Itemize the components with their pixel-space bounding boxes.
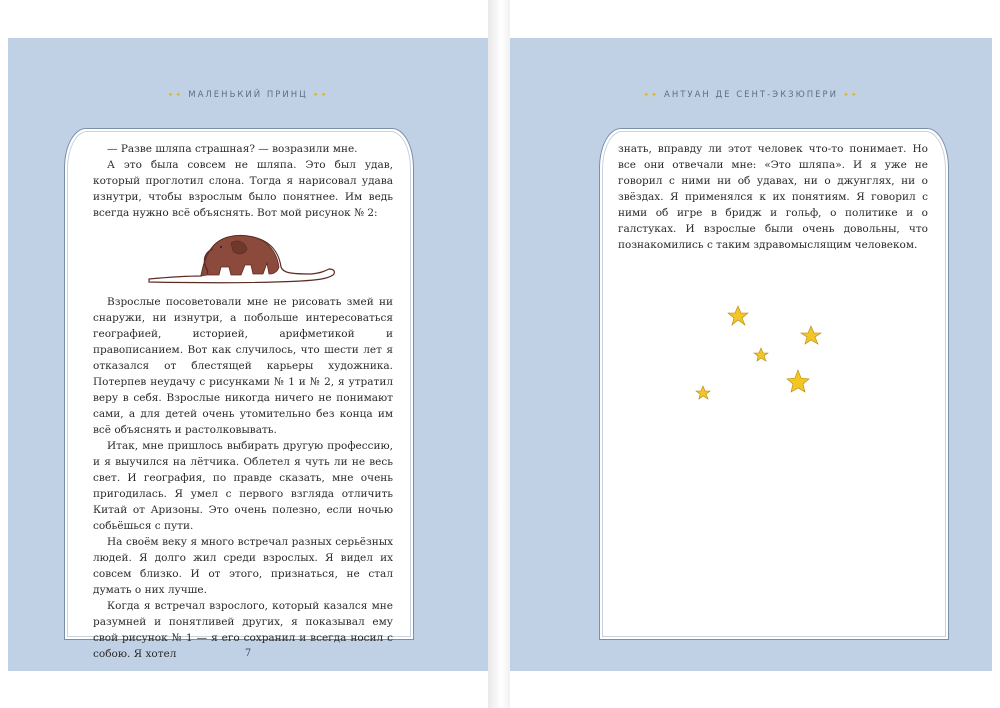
star-icon xyxy=(754,348,768,361)
running-head-right xyxy=(510,90,992,100)
text-block-right xyxy=(618,141,928,253)
ornament-stars-icon: ✦✦ xyxy=(843,91,859,99)
star-icon xyxy=(728,306,748,325)
text-panel-right xyxy=(599,128,949,640)
running-head-title: АНТУАН ДЕ СЕНТ-ЭКЗЮПЕРИ xyxy=(664,90,838,100)
running-head-title: МАЛЕНЬКИЙ ПРИНЦ xyxy=(188,90,308,100)
boa-with-elephant-drawing xyxy=(141,227,341,287)
book-gutter xyxy=(488,0,510,708)
star-icon xyxy=(801,326,821,344)
paragraph: Когда я встречал взрослого, который казался мне разумней и понятливей других, я показывал ему свой рисунок № 1 — я его сохранил и всегда носил с собою. Я хотел xyxy=(93,600,393,660)
left-page xyxy=(8,38,488,671)
ornament-stars-icon: ✦✦ xyxy=(643,91,659,99)
star-icon xyxy=(696,386,710,399)
right-page xyxy=(510,38,992,671)
paragraph: Взрослые посоветовали мне не рисовать змей ни снаружи, ни изнутри, а побольше интересоваться географией, историей, арифметикой и правописанием. Вот как случилось, что шести лет я отказался от блестящей карьеры художника. Потерпев неудачу с рисунками № 1 и № 2, я утратил веру в себя. Взрослые никогда ничего не понимают сами, а для детей очень утомительно без конца им всё объяснять и растолковывать. xyxy=(93,296,393,436)
paragraph: На своём веку я много встречал разных серьёзных людей. Я долго жил среди взрослых. Я видел их совсем близко. И от этого, признаться, не стал думать о них лучше. xyxy=(93,536,393,596)
text-block-top xyxy=(93,141,393,221)
text-panel-left xyxy=(64,128,414,660)
paragraph: Итак, мне пришлось выбирать другую профессию, и я выучился на лётчика. Облетел я чуть ли не весь свет. И география, по правде сказать, мне очень пригодилась. Я умел с первого взгляда отличить Китай от Аризоны. Это очень полезно, если ночью собьёшься с пути. xyxy=(93,440,393,532)
running-head-left xyxy=(8,90,488,100)
paragraph: А это была совсем не шляпа. Это был удав, который проглотил слона. Тогда я нарисовал удава изнутри, чтобы взрослым было понятнее. Им ведь всегда нужно всё объяснять. Вот мой рисунок № 2: xyxy=(93,159,393,219)
paragraph: знать, вправду ли этот человек что-то понимает. Но все они отвечали мне: «Это шляпа». И я уже не говорил с ними ни об удавах, ни о джунглях, ни о звёздах. Я применялся к их понятиям. Я говорил с ними об игре в бридж и гольф, о политике и о галстуках. И взрослые были очень довольны, что познакомились с таким здравомыслящим человеком. xyxy=(618,143,928,251)
ornament-stars-icon: ✦✦ xyxy=(167,91,184,99)
text-block-bottom xyxy=(93,294,393,662)
stars-illustration xyxy=(690,304,830,414)
ornament-stars-icon: ✦✦ xyxy=(312,91,329,99)
page-number: 7 xyxy=(244,648,252,659)
paragraph: — Разве шляпа страшная? — возразили мне. xyxy=(107,143,358,155)
elephant-eye xyxy=(220,246,222,248)
star-icon xyxy=(787,370,809,392)
